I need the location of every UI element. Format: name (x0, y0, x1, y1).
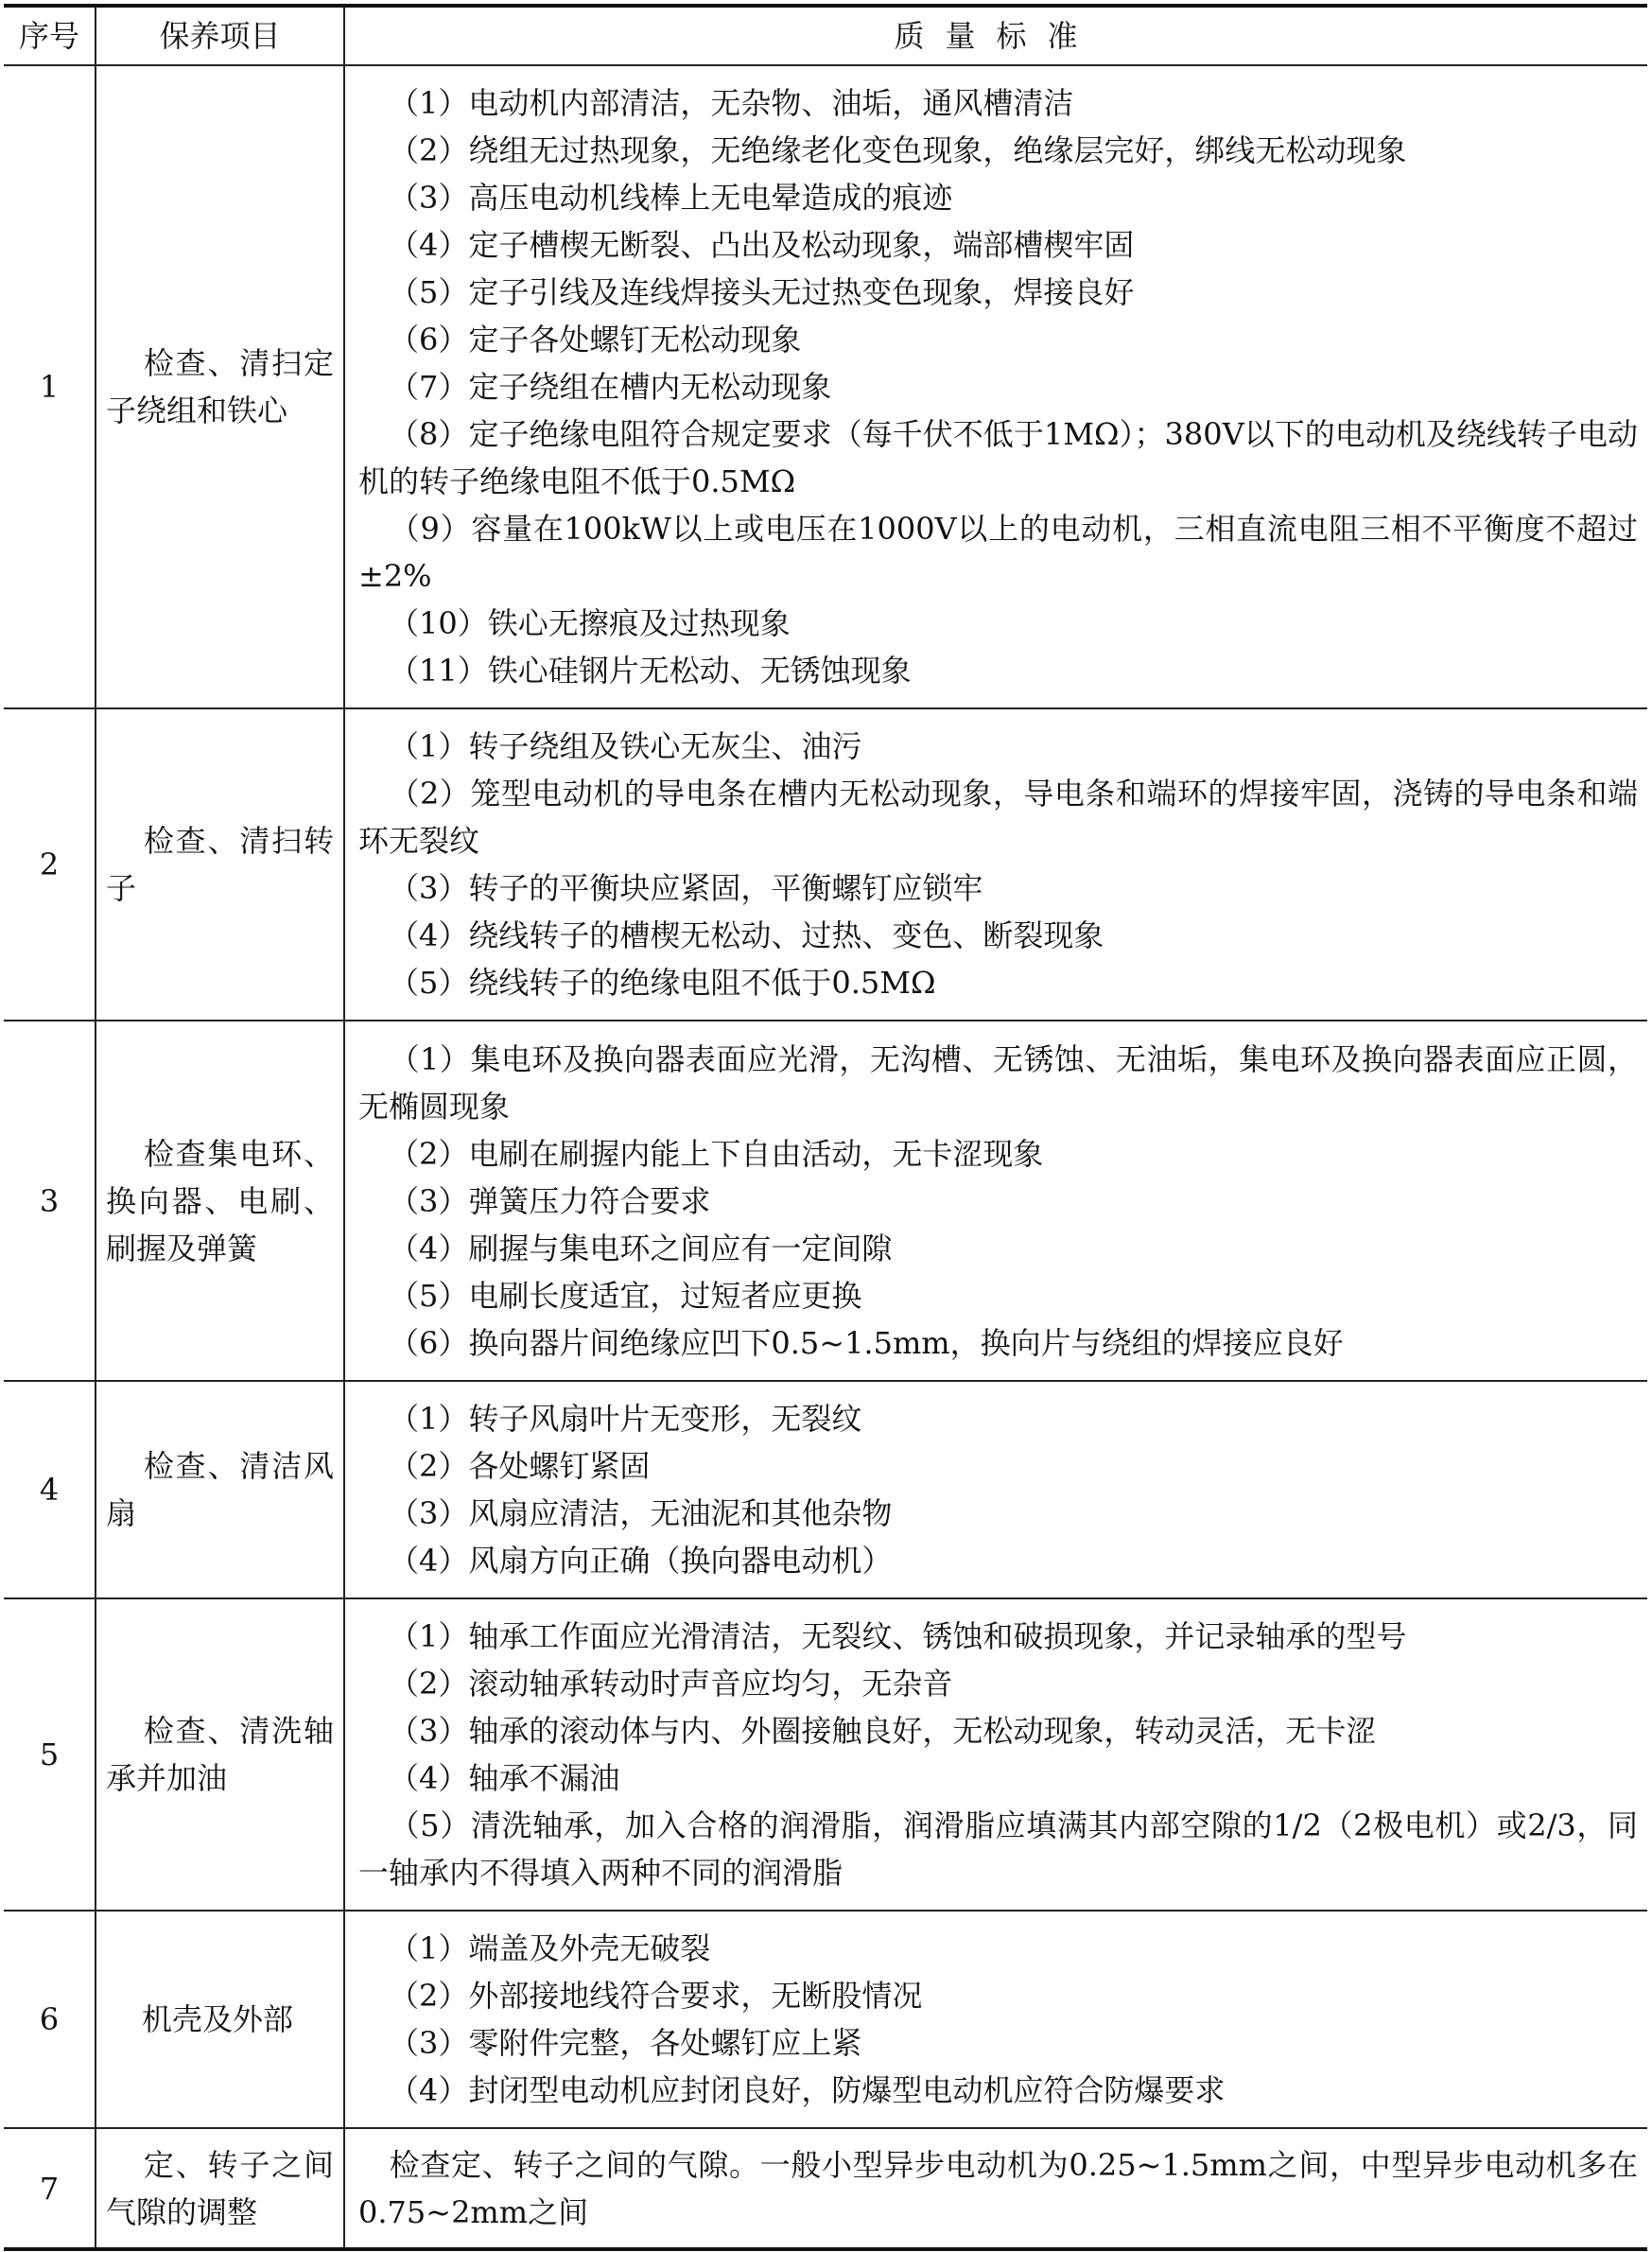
standard-line: （5）绕线转子的绝缘电阻不低于0.5MΩ (389, 965, 936, 1001)
row-number: 6 (4, 1911, 96, 2128)
standard-line: （1）转子风扇叶片无变形，无裂纹 (389, 1401, 862, 1437)
standard-line: （3）转子的平衡块应紧固，平衡螺钉应锁牢 (389, 870, 983, 906)
row-number: 2 (4, 708, 96, 1021)
standard-line: （1）转子绕组及铁心无灰尘、油污 (389, 728, 862, 764)
maintenance-standard-table (4, 4, 1647, 2251)
standard-line: （2）电刷在刷握内能上下自由活动，无卡涩现象 (389, 1135, 1044, 1172)
table-row (4, 1381, 1647, 1598)
maintenance-item-text: 检查、清扫定子绕组和铁心 (106, 345, 334, 428)
maintenance-item (96, 1021, 344, 1381)
standard-line: （1）集电环及换向器表面应光滑，无沟槽、无锈蚀、无油垢，集电环及换向器表面应正圆，无椭圆现象 (358, 1040, 1638, 1125)
table-header-row (4, 6, 1647, 65)
quality-standard (344, 1381, 1647, 1598)
standard-line: （5）定子引线及连线焊接头无过热变色现象，焊接良好 (389, 274, 1135, 310)
standard-line: （4）绕线转子的槽楔无松动、过热、变色、断裂现象 (389, 917, 1104, 953)
standard-line: （10）铁心无擦痕及过热现象 (389, 605, 791, 641)
standard-line: （2）外部接地线符合要求，无断股情况 (389, 1978, 923, 2014)
standard-line: （9）容量在100kW以上或电压在1000V以上的电动机，三相直流电阻三相不平衡度不超过±2% (358, 511, 1638, 594)
quality-standard (344, 708, 1647, 1021)
table-row (4, 65, 1647, 708)
standard-line: （11）铁心硅钢片无松动、无锈蚀现象 (389, 653, 912, 689)
table-row (4, 1021, 1647, 1381)
maintenance-item (96, 1911, 344, 2128)
standard-line: （2）滚动轴承转动时声音应均匀，无杂音 (389, 1666, 953, 1702)
standard-line: （6）定子各处螺钉无松动现象 (389, 322, 802, 358)
maintenance-item-text: 检查、清洁风扇 (106, 1448, 334, 1531)
quality-standard (344, 65, 1647, 708)
standard-line: （6）换向器片间绝缘应凹下0.5~1.5mm，换向片与绕组的焊接应良好 (389, 1324, 1344, 1361)
maintenance-item-text: 定、转子之间气隙的调整 (106, 2146, 334, 2230)
standard-line: （4）封闭型电动机应封闭良好，防爆型电动机应符合防爆要求 (389, 2072, 1226, 2108)
row-number: 1 (4, 65, 96, 708)
quality-standard (344, 1021, 1647, 1381)
header-item: 保养项目 (96, 6, 344, 65)
standard-line: （2）笼型电动机的导电条在槽内无松动现象，导电条和端环的焊接牢固，浇铸的导电条和端环无裂纹 (358, 776, 1638, 859)
maintenance-item-text: 检查集电环、换向器、电刷、刷握及弹簧 (106, 1135, 334, 1266)
maintenance-item-text: 检查、清洗轴承并加油 (106, 1713, 334, 1796)
standard-line: （2）各处螺钉紧固 (389, 1448, 651, 1484)
standard-line: （3）高压电动机线棒上无电晕造成的痕迹 (389, 180, 953, 216)
standard-line: （5）电刷长度适宜，过短者应更换 (389, 1277, 862, 1314)
maintenance-item (96, 1598, 344, 1911)
standard-line: （8）定子绝缘电阻符合规定要求（每千伏不低于1MΩ）；380V以下的电动机及绕线转子电动机的转子绝缘电阻不低于0.5MΩ (358, 416, 1638, 499)
standard-line: （4）刷握与集电环之间应有一定间隙 (389, 1230, 893, 1266)
maintenance-item (96, 708, 344, 1021)
standard-line: （3）轴承的滚动体与内、外圈接触良好，无松动现象，转动灵活，无卡涩 (389, 1713, 1377, 1749)
standard-line: （1）轴承工作面应光滑清洁，无裂纹、锈蚀和破损现象，并记录轴承的型号 (389, 1618, 1407, 1654)
row-number: 5 (4, 1598, 96, 1911)
standard-line: （3）零附件完整，各处螺钉应上紧 (389, 2025, 862, 2061)
row-number: 7 (4, 2128, 96, 2249)
row-number: 4 (4, 1381, 96, 1598)
table-row (4, 1598, 1647, 1911)
quality-standard (344, 1598, 1647, 1911)
standard-line: （3）弹簧压力符合要求 (389, 1182, 711, 1219)
table-row (4, 1911, 1647, 2128)
quality-standard (344, 1911, 1647, 2128)
maintenance-item (96, 1381, 344, 1598)
standard-line: （2）绕组无过热现象，无绝缘老化变色现象，绝缘层完好，绑线无松动现象 (389, 132, 1407, 168)
maintenance-item-text: 检查、清扫转子 (106, 823, 334, 906)
table-row (4, 2128, 1647, 2249)
maintenance-item (96, 2128, 344, 2249)
quality-standard (344, 2128, 1647, 2249)
standard-line: （4）风扇方向正确（换向器电动机） (389, 1543, 893, 1579)
maintenance-item (96, 65, 344, 708)
maintenance-item-text: 机壳及外部 (142, 2001, 294, 2037)
header-standard: 质量标准 (344, 6, 1647, 65)
standard-line: （4）轴承不漏油 (389, 1760, 620, 1796)
header-no: 序号 (4, 6, 96, 65)
table-row (4, 708, 1647, 1021)
standard-line: （5）清洗轴承，加入合格的润滑脂，润滑脂应填满其内部空隙的1/2（2极电机）或2/3，同一轴承内不得填入两种不同的润滑脂 (358, 1807, 1638, 1891)
standard-line: （4）定子槽楔无断裂、凸出及松动现象，端部槽楔牢固 (389, 227, 1135, 263)
standard-line: （3）风扇应清洁，无油泥和其他杂物 (389, 1495, 893, 1531)
standard-line: 检查定、转子之间的气隙。一般小型异步电动机为0.25~1.5mm之间，中型异步电动机多在0.75~2mm之间 (358, 2146, 1638, 2230)
standard-line: （7）定子绕组在槽内无松动现象 (389, 369, 832, 405)
row-number: 3 (4, 1021, 96, 1381)
standard-line: （1）电动机内部清洁，无杂物、油垢，通风槽清洁 (389, 85, 1074, 121)
standard-line: （1）端盖及外壳无破裂 (389, 1930, 711, 1966)
